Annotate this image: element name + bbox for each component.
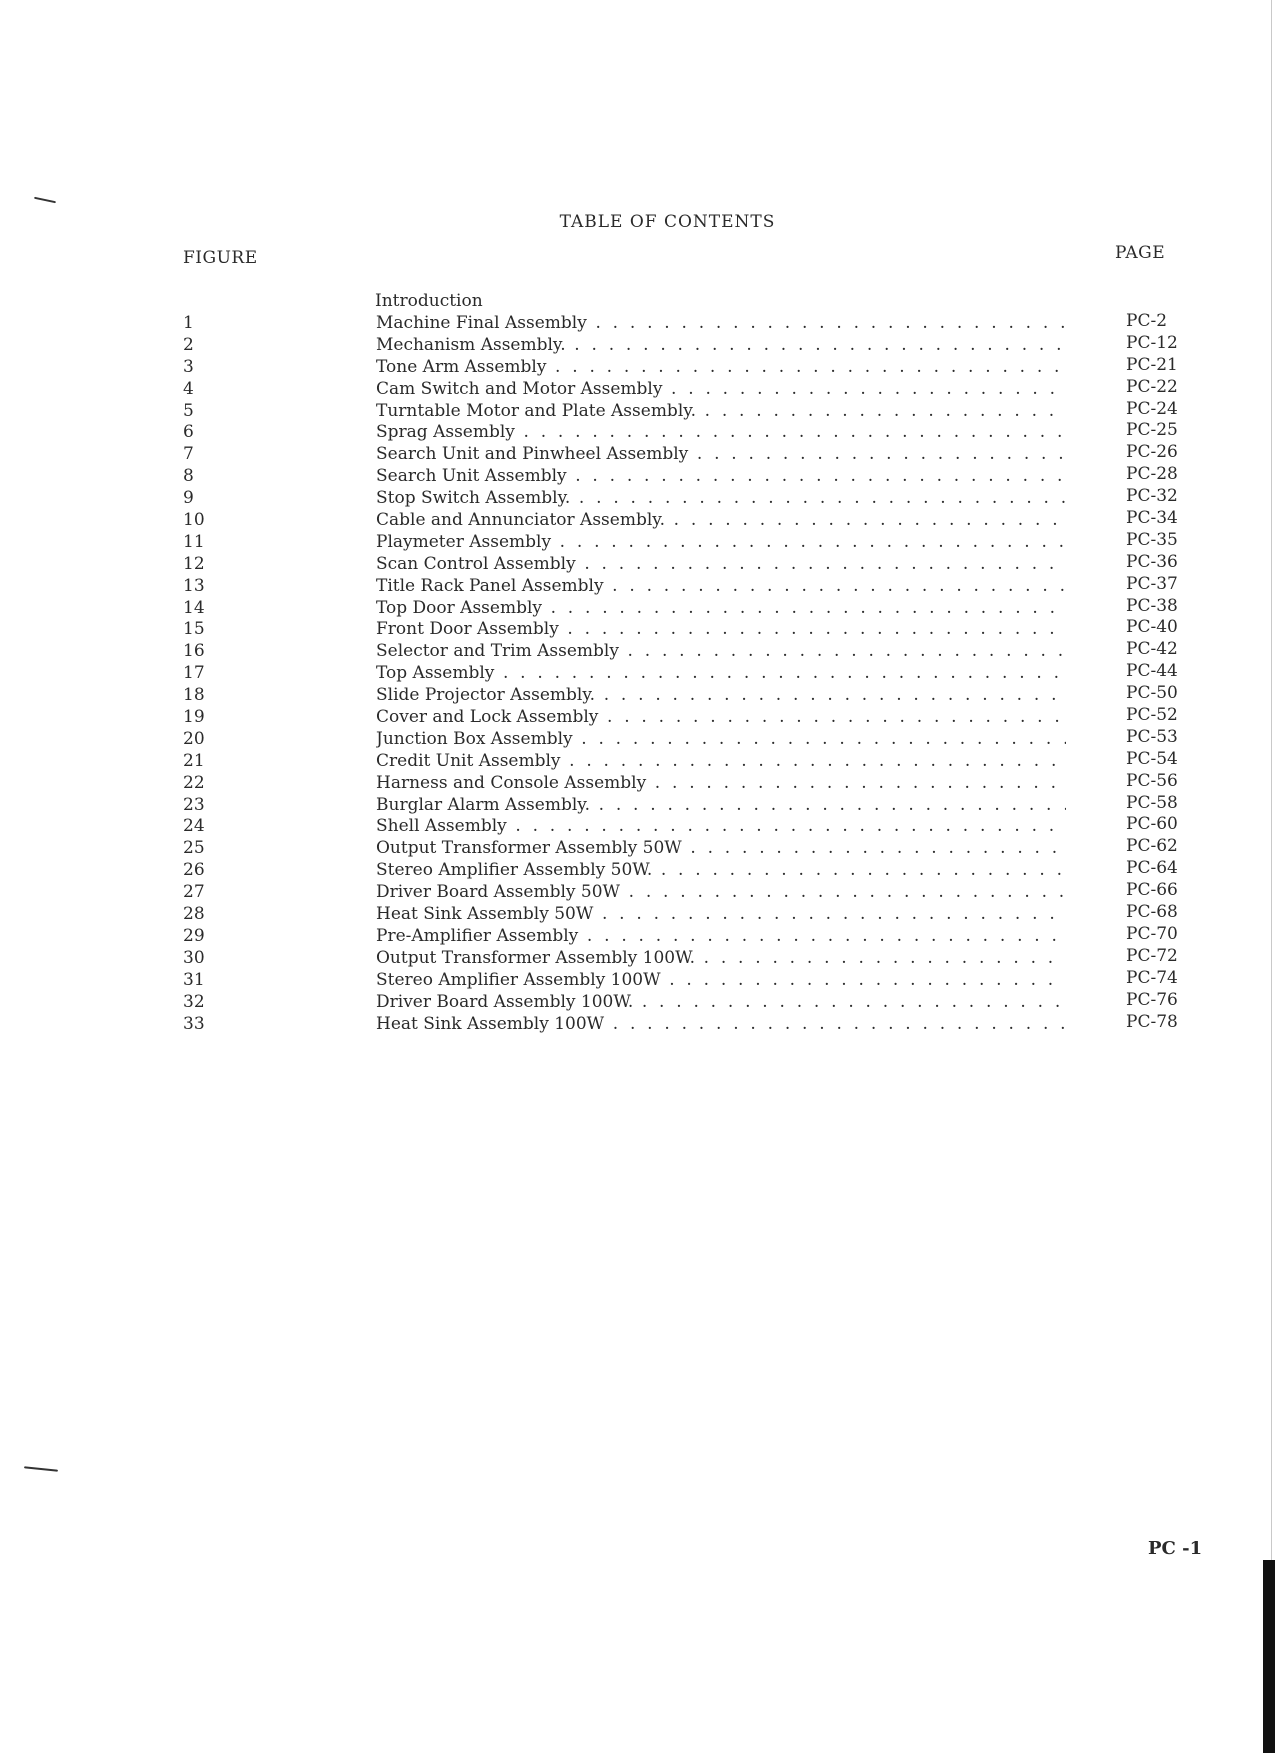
contents-row [0, 510, 1275, 532]
figure-number: 4 [183, 378, 194, 399]
page-reference: PC-50 [1126, 683, 1178, 704]
page-reference: PC-66 [1126, 880, 1178, 901]
page-reference: PC-40 [1126, 617, 1178, 638]
figure-title: Junction Box Assembly . . . [376, 729, 1066, 749]
page-reference: PC-21 [1126, 354, 1178, 375]
figure-title: Output Transformer Assembly 50W . . . [376, 838, 1066, 858]
figure-number: 30 [183, 947, 205, 968]
contents-row [0, 945, 1275, 970]
contents-row [0, 332, 1275, 357]
page-reference: PC-54 [1126, 748, 1178, 769]
page-reference: PC-28 [1126, 464, 1178, 485]
figure-number: 1 [183, 313, 194, 333]
contents-row [0, 792, 1275, 817]
page-reference: PC-35 [1126, 529, 1178, 550]
figure-number: 2 [183, 334, 194, 355]
figure-number: 5 [183, 400, 194, 421]
page-reference: PC-25 [1126, 420, 1178, 441]
figure-number: 20 [183, 728, 205, 749]
figure-number: 10 [183, 510, 205, 531]
contents-row [0, 641, 1275, 663]
figure-number: 17 [183, 663, 205, 684]
figure-title: Driver Board Assembly 50W . . . [376, 882, 1066, 902]
contents-row [0, 923, 1275, 948]
figure-title: Sprag Assembly . . . [376, 422, 1066, 442]
page-reference: PC-26 [1126, 442, 1178, 463]
figure-title: Scan Control Assembly . . . [376, 554, 1066, 574]
figure-number: 8 [183, 466, 194, 487]
figure-title: Front Door Assembly . . . [376, 619, 1066, 639]
page-reference: PC-62 [1126, 836, 1178, 857]
figure-number: 7 [183, 444, 194, 465]
figure-number: 16 [183, 641, 205, 662]
page-reference: PC-2 [1126, 311, 1168, 331]
contents-row [0, 748, 1275, 773]
contents-row [0, 838, 1275, 860]
contents-list [0, 313, 1275, 1035]
figure-title: Stop Switch Assembly. . . . [376, 488, 1066, 508]
contents-row [0, 444, 1275, 466]
contents-row [0, 595, 1275, 620]
figure-title: Stereo Amplifier Assembly 50W. . . . [376, 860, 1066, 880]
figure-title: Search Unit and Pinwheel Assembly . . . [376, 444, 1066, 464]
figure-title: Playmeter Assembly . . . [376, 532, 1066, 552]
contents-row [0, 313, 1275, 335]
page-reference: PC-78 [1126, 1011, 1178, 1032]
contents-row [0, 573, 1275, 598]
figure-title: Driver Board Assembly 100W. . . . [376, 992, 1066, 1012]
contents-row [0, 398, 1275, 423]
contents-row [0, 663, 1275, 685]
contents-row [0, 488, 1275, 510]
contents-row [0, 685, 1275, 707]
page-reference: PC-37 [1126, 573, 1178, 594]
contents-row [0, 551, 1275, 576]
figure-title: Cover and Lock Assembly . . . [376, 707, 1066, 727]
contents-row [0, 354, 1275, 379]
scan-mark [24, 1466, 58, 1472]
figure-title: Mechanism Assembly. . . . [376, 335, 1066, 355]
contents-row [0, 882, 1275, 904]
figure-title: Turntable Motor and Plate Assembly. . . . [376, 401, 1066, 421]
contents-row [0, 904, 1275, 926]
figure-number: 32 [183, 991, 205, 1012]
figure-title: Burglar Alarm Assembly. . . . [376, 795, 1066, 815]
figure-title: Search Unit Assembly . . . [376, 466, 1066, 486]
contents-row [0, 466, 1275, 488]
page-reference: PC-70 [1126, 923, 1178, 944]
contents-row [0, 726, 1275, 751]
contents-row [0, 989, 1275, 1014]
figure-number: 33 [183, 1013, 205, 1034]
figure-number: 14 [183, 597, 205, 618]
page-column-header: PAGE [1115, 243, 1166, 263]
figure-title: Slide Projector Assembly. . . . [376, 685, 1066, 705]
contents-row [0, 619, 1275, 641]
page-reference: PC-38 [1126, 595, 1178, 616]
figure-title: Heat Sink Assembly 50W . . . [376, 904, 1066, 924]
figure-number: 15 [183, 619, 205, 640]
figure-number: 31 [183, 969, 205, 990]
figure-title: Harness and Console Assembly . . . [376, 773, 1066, 793]
figure-number: 29 [183, 925, 205, 946]
figure-number: 28 [183, 904, 205, 925]
page-reference: PC-42 [1126, 639, 1178, 660]
page-reference: PC-58 [1126, 792, 1178, 813]
figure-title: Pre-Amplifier Assembly . . . [376, 926, 1066, 946]
figure-title: Machine Final Assembly . . . [376, 313, 1066, 333]
contents-row [0, 770, 1275, 795]
page-reference: PC-44 [1126, 661, 1178, 682]
page-reference: PC-68 [1126, 902, 1178, 923]
page-reference: PC-56 [1126, 770, 1178, 791]
figure-title: Output Transformer Assembly 100W. . . . [376, 948, 1066, 968]
contents-row [0, 1011, 1275, 1036]
figure-number: 11 [183, 531, 205, 552]
page-title: TABLE OF CONTENTS [559, 212, 776, 232]
figure-title: Selector and Trim Assembly . . . [376, 641, 1066, 661]
page-number: PC -1 [1148, 1538, 1203, 1559]
contents-row [0, 967, 1275, 992]
figure-title: Tone Arm Assembly . . . [376, 357, 1066, 377]
page-reference: PC-53 [1126, 726, 1178, 747]
figure-number: 19 [183, 707, 205, 728]
contents-row [0, 422, 1275, 444]
scan-edge-shadow [1263, 1560, 1275, 1753]
figure-column-header: FIGURE [183, 248, 258, 268]
contents-row [0, 529, 1275, 554]
contents-row [0, 376, 1275, 401]
figure-number: 6 [183, 422, 194, 443]
figure-title: Shell Assembly . . . [376, 816, 1066, 836]
figure-number: 21 [183, 750, 205, 771]
scan-edge-line [1271, 0, 1272, 1560]
page-reference: PC-34 [1126, 508, 1178, 529]
introduction-entry: Introduction [375, 291, 483, 311]
page-reference: PC-60 [1126, 814, 1178, 835]
figure-number: 26 [183, 860, 205, 881]
figure-title: Top Assembly . . . [376, 663, 1066, 683]
figure-number: 3 [183, 356, 194, 377]
figure-title: Credit Unit Assembly . . . [376, 751, 1066, 771]
figure-number: 25 [183, 838, 205, 859]
figure-title: Top Door Assembly . . . [376, 598, 1066, 618]
page-reference: PC-72 [1126, 945, 1178, 966]
page-reference: PC-74 [1126, 967, 1178, 988]
figure-number: 9 [183, 488, 194, 509]
page-reference: PC-52 [1126, 705, 1178, 726]
figure-number: 18 [183, 685, 205, 706]
page-reference: PC-24 [1126, 398, 1178, 419]
figure-title: Heat Sink Assembly 100W . . . [376, 1014, 1066, 1034]
figure-title: Cable and Annunciator Assembly. . . . [376, 510, 1066, 530]
figure-number: 23 [183, 794, 205, 815]
figure-number: 12 [183, 553, 205, 574]
page-reference: PC-36 [1126, 551, 1178, 572]
figure-title: Cam Switch and Motor Assembly . . . [376, 379, 1066, 399]
figure-number: 22 [183, 772, 205, 793]
page-reference: PC-22 [1126, 376, 1178, 397]
contents-row [0, 860, 1275, 882]
page-reference: PC-12 [1126, 332, 1178, 353]
scan-mark [34, 197, 56, 204]
contents-row [0, 816, 1275, 838]
figure-title: Title Rack Panel Assembly . . . [376, 576, 1066, 596]
contents-row [0, 707, 1275, 729]
figure-number: 27 [183, 882, 205, 903]
page-reference: PC-64 [1126, 858, 1178, 879]
page-reference: PC-76 [1126, 989, 1178, 1010]
figure-number: 24 [183, 816, 205, 837]
figure-title: Stereo Amplifier Assembly 100W . . . [376, 970, 1066, 990]
figure-number: 13 [183, 575, 205, 596]
page-reference: PC-32 [1126, 486, 1178, 507]
